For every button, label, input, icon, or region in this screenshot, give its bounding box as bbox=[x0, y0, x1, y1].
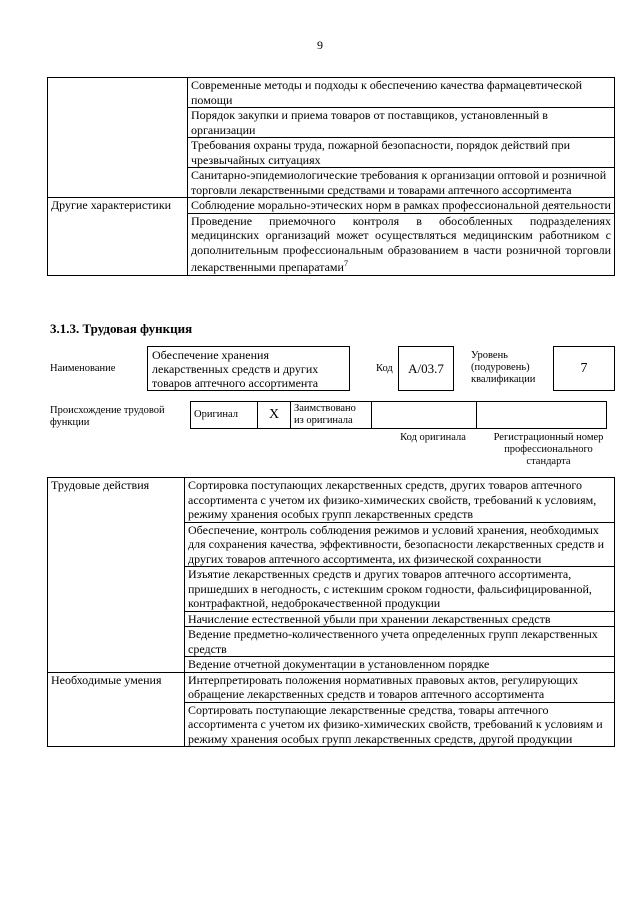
table-cell-right: Соблюдение морально-этических норм в рамках профессиональной деятельности bbox=[188, 198, 615, 214]
level-label: Уровень (подуровень) квалификации bbox=[471, 350, 536, 385]
borrowed-label: Заимствовано из оригинала bbox=[291, 402, 372, 429]
footnote-ref: 7 bbox=[343, 259, 348, 268]
table-row bbox=[48, 672, 615, 702]
table-cell-right: Порядок закупки и приема товаров от поставщиков, установленный в организации bbox=[188, 108, 615, 138]
origin-row bbox=[190, 401, 607, 429]
code-value-box: A/03.7 bbox=[398, 346, 454, 391]
code-label: Код bbox=[376, 363, 393, 374]
code-original-box bbox=[372, 402, 477, 429]
table-row bbox=[48, 78, 615, 108]
section-heading: 3.1.3. Трудовая функция bbox=[50, 321, 193, 336]
original-label: Оригинал bbox=[191, 402, 258, 429]
table-cell-right: Сортировать поступающие лекарственные средства, товары аптечного ассортимента с учетом их физико-химических свойств, требований к условиям и режиму хранения особых групп лекарственных средств, другой продукции bbox=[185, 702, 615, 747]
table-cell-right: Требования охраны труда, пожарной безопасности, порядок действий при чрезвычайных ситуациях bbox=[188, 138, 615, 168]
top-characteristics-table bbox=[47, 77, 615, 276]
reg-number-box bbox=[477, 402, 607, 429]
table-cell-left bbox=[48, 78, 188, 198]
table-cell-right bbox=[188, 213, 615, 275]
level-value-box: 7 bbox=[553, 346, 615, 391]
table-cell-right: Современные методы и подходы к обеспечению качества фармацевтической помощи bbox=[188, 78, 615, 108]
original-mark: X bbox=[258, 402, 291, 429]
labor-function-table bbox=[47, 477, 615, 747]
table-cell-right: Санитарно-эпидемиологические требования к организации оптовой и розничной торговли лекарственными средствами и товарами аптечного ассортимента bbox=[188, 168, 615, 198]
page-number: 9 bbox=[317, 38, 323, 52]
cell-text: Проведение приемочного контроля в обособленных подразделениях медицинских организаций может осуществляться медицинским работником с дополнительным профессиональным образованием в части розничной торговли лекарственными препаратами bbox=[191, 213, 611, 274]
table-cell-right: Ведение предметно-количественного учета определенных групп лекарственных средств bbox=[185, 627, 615, 657]
name-label: Наименование bbox=[50, 363, 116, 374]
table-cell-left-labor-actions: Трудовые действия bbox=[48, 478, 185, 673]
table-cell-right: Ведение отчетной документации в установленном порядке bbox=[185, 657, 615, 673]
reg-number-caption: Регистрационный номер профессионального стандарта bbox=[493, 432, 604, 467]
code-original-caption: Код оригинала bbox=[400, 432, 466, 443]
table-cell-right: Начисление естественной убыли при хранении лекарственных средств bbox=[185, 611, 615, 627]
table-cell-right: Изъятие лекарственных средств и других товаров аптечного ассортимента, пришедших в негодность, с истекшим сроком годности, фальсифицированной, контрафактной, недоброкачественной продукции bbox=[185, 567, 615, 612]
table-cell-left-other-characteristics: Другие характеристики bbox=[48, 198, 188, 276]
table-row bbox=[48, 478, 615, 523]
table-cell-right: Интерпретировать положения нормативных правовых актов, регулирующих обращение лекарственных средств и товаров аптечного ассортимента bbox=[185, 672, 615, 702]
table-cell-right: Обеспечение, контроль соблюдения режимов и условий хранения, необходимых для сохранения качества, эффективности, безопасности лекарственных средств и других товаров аптечного ассортимента, их физической сохранности bbox=[185, 522, 615, 567]
name-value-box: Обеспечение хранения лекарственных средств и других товаров аптечного ассортимента bbox=[147, 346, 350, 391]
table-cell-left-required-skills: Необходимые умения bbox=[48, 672, 185, 747]
table-cell-right: Сортировка поступающих лекарственных средств, других товаров аптечного ассортимента с учетом их физико-химических свойств, требований к условиям, режиму хранения особых групп лекарственных средств bbox=[185, 478, 615, 523]
origin-label: Происхождение трудовой функции bbox=[50, 405, 165, 428]
table-row bbox=[48, 198, 615, 214]
